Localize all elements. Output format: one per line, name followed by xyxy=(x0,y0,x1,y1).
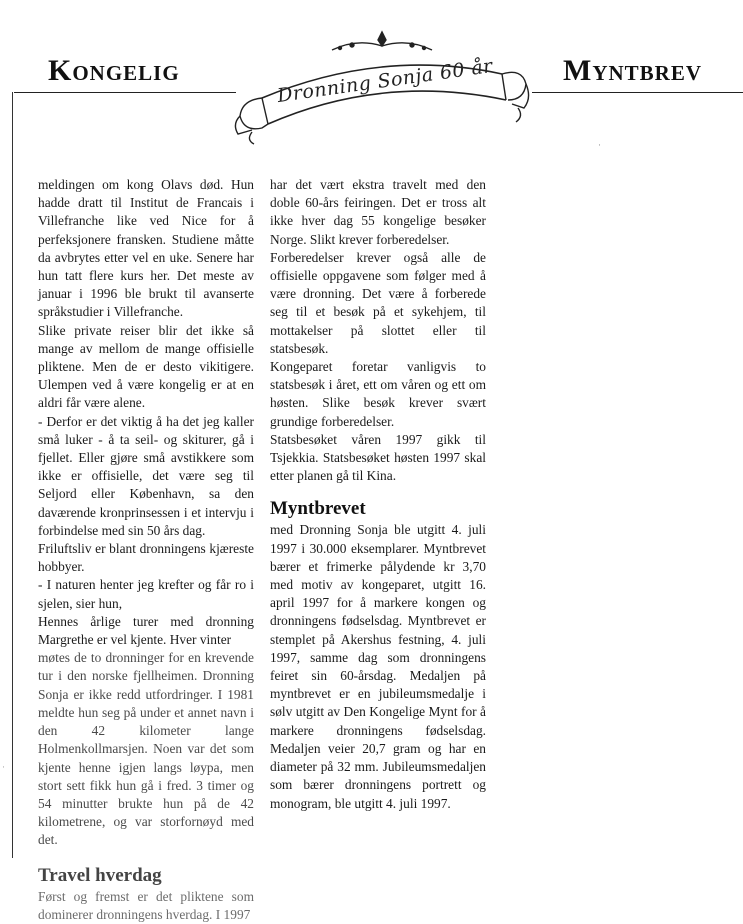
left-margin-rule xyxy=(12,92,13,858)
paragraph: meldingen om kong Olavs død. Hun hadde dratt til Institut de Francais i Villefranche like ved Nice for å perfeksjonere fransken. Studiene måtte da avbrytes etter vel en uke. Senere har hun tatt flere kurs her. Det meste av januar i 1996 ble brukt til avanserte språkstudier i Villefranche. xyxy=(38,177,254,320)
paragraph: med Dronning Sonja ble utgitt 4. juli 1997 i 30.000 eksemplarer. Myntbrevet bærer et frimerke pålydende kr 3,70 med motiv av kongeparet, utgitt 16. april 1997 for å markere kongen og dronningens fødselsdag. Myntbrevet er stemplet på Akershus festning, 4. juli 1997, samme dag som dronningens feiret sin 60-årsdag. Medaljen på myntbrevet er en jubileumsmedalje i sølv utgitt av Den Kongelige Mynt for å markere dronningens fødselsdag. Medaljen veier 20,7 gram og har en diameter på 32 mm. Jubileumsmedaljen som bærer dronningens portrett og monogram, ble utgitt 4. juli 1997. xyxy=(270,522,486,811)
paragraph: Kongeparet foretar vanligvis to statsbesøk i året, ett om våren og ett om høsten. Slike besøk krever svært grundige forberedelser. xyxy=(270,359,486,429)
paragraph-faded: møtes de to dronninger for en krevende tur i den norske fjellheimen. Dronning Sonja er ikke redd utfordringer. I 1981 meldte hun seg på under et annet navn i den 42 kilometer lange Holmenkollmarsjen. Noen var det som kjente henne igjen langs løypa, men stort sett fikk hun gå i fred. 3 timer og 54 minutter brukte hun på de 42 kilometrene, og var storfornøyd med det. xyxy=(38,650,254,848)
header-left-title: Kongelig xyxy=(48,54,180,87)
decorative-mark: · xyxy=(2,762,5,772)
paragraph: Slike private reiser blir det ikke så mange av mellom de mange offisielle pliktene. Men de er desto vikitigere. Ulempen ved å være kongelig er at en aldri får være alene. xyxy=(38,322,254,411)
decorative-mark: · xyxy=(598,140,601,150)
section-heading-travel: Travel hverdag xyxy=(38,864,162,886)
paragraph: - I naturen henter jeg krefter og får ro i sjelen, sier hun, xyxy=(38,577,254,611)
header-right-title: Myntbrev xyxy=(563,54,702,87)
paragraph-faded: Først og fremst er det pliktene som dominerer dronningens hverdag. I 1997 xyxy=(38,888,254,922)
right-column xyxy=(270,176,486,813)
banner-text: Dronning Sonja 60 år xyxy=(275,54,495,108)
paragraph: har det vært ekstra travelt med den doble 60-års feiringen. Det er tross alt ikke hver dag 55 kongelige besøker Norge. Slikt krever forberedelser. xyxy=(270,177,486,247)
paragraph: Friluftsliv er blant dronningens kjæreste hobbyer. xyxy=(38,541,254,575)
paragraph: Forberedelser krever også alle de offisielle oppgavene som følger med å være dronning. Det være å forberede seg til et besøk på et sykehjem, til mottakelser på slottet eller til statsbesøk. xyxy=(270,249,486,356)
left-column xyxy=(38,176,254,924)
header-left-rule xyxy=(14,92,236,93)
paragraph: Statsbesøket våren 1997 gikk til Tsjekkia. Statsbesøket høsten 1997 skal etter planen gå til Kina. xyxy=(270,431,486,484)
paragraph: Hennes årlige turer med dronning Margrethe er vel kjente. Hver vinter xyxy=(38,613,254,648)
header-right-rule xyxy=(532,92,743,93)
paragraph: - Derfor er det viktig å ha det jeg kaller små luker - å ta seil- og skiturer, gå i fjellet. Eller gjøre små avstikkere som ikke er offisielle, det være seg til Seljord eller København, sa den daværende kronprinsessen i et intervju i forbindelse med sin 50 års dag. xyxy=(38,413,254,538)
section-heading-myntbrevet: Myntbrevet xyxy=(270,498,366,520)
